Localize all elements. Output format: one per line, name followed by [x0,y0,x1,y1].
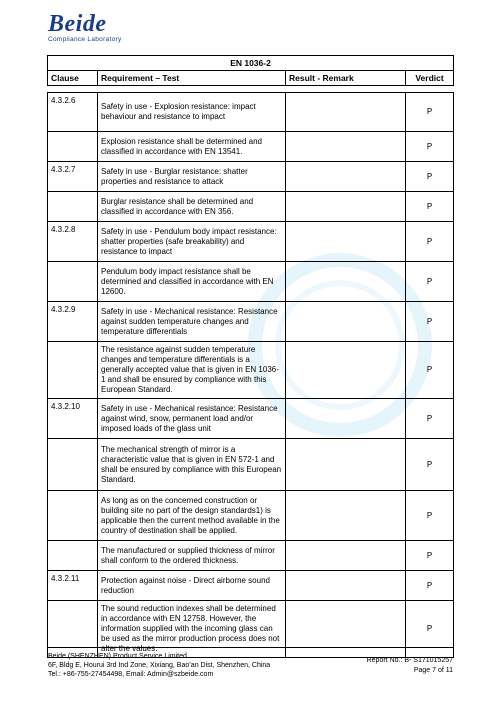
result-cell [286,222,406,262]
clause-cell: 4.3.2.9 [48,302,98,342]
standard-title: EN 1036-2 [48,56,454,71]
verdict-cell: P [406,439,454,491]
logo-wordmark: Beide [48,11,107,37]
requirement-cell: The mechanical strength of mirror is a characteristic value that is given in EN 572-1 and shall be ensured by compliance with this European Standard. [98,439,286,491]
footer-address: 6F, Bldg E, Hourui 3rd Ind Zone, Xixiang, Bao’an Dist, Shenzhen, China [48,662,271,669]
company-logo [48,12,122,43]
logo-subtitle: Compliance Laboratory [48,36,122,43]
requirement-cell: Explosion resistance shall be determined and classified in accordance with EN 13541. [98,132,286,162]
requirement-cell: The resistance against sudden temperature changes and temperature differentials is a generally accepted value that is given in EN 1036-1 and shall be ensured by compliance with this European Standard. [98,342,286,399]
clause-cell: 4.3.2.10 [48,399,98,439]
verdict-cell: P [406,222,454,262]
table-row [48,162,454,192]
verdict-cell: P [406,541,454,571]
table-row [48,192,454,222]
footer-contact: Tel.: +86-755-27454498, Email: Admin@szbeide.com [48,671,214,678]
result-cell [286,192,406,222]
requirement-cell: Safety in use - Mechanical resistance: Resistance against sudden temperature changes and temperature differentials [98,302,286,342]
result-cell [286,302,406,342]
clause-cell [48,491,98,541]
result-cell [286,93,406,132]
verdict-cell: P [406,601,454,658]
table-row [48,491,454,541]
result-cell [286,162,406,192]
requirement-cell: Pendulum body impact resistance shall be determined and classified in accordance with EN 12600. [98,262,286,302]
table-row [48,93,454,132]
page-number: Page 7 of 11 [413,666,453,674]
verdict-cell: P [406,262,454,302]
table-row [48,222,454,262]
result-cell [286,491,406,541]
result-cell [286,541,406,571]
clause-cell [48,601,98,658]
requirement-cell: The sound reduction indexes shall be determined in accordance with EN 12758. However, the information supplied with the incoming glass can be used as the mirror production process does not alter the values. [98,601,286,658]
verdict-cell: P [406,132,454,162]
clause-cell [48,192,98,222]
clause-cell [48,132,98,162]
result-cell [286,601,406,658]
result-cell [286,132,406,162]
requirement-cell: Protection against noise - Direct airborne sound reduction [98,571,286,601]
verdict-cell: P [406,491,454,541]
table-row [48,571,454,601]
clause-cell [48,262,98,302]
verdict-cell: P [406,162,454,192]
clause-cell [48,342,98,399]
clause-cell: 4.3.2.6 [48,93,98,132]
footer-divider [47,647,453,648]
result-cell [286,342,406,399]
verdict-cell: P [406,192,454,222]
verdict-cell: P [406,571,454,601]
footer-report-info [367,656,453,675]
table-row [48,541,454,571]
clause-cell: 4.3.2.7 [48,162,98,192]
requirements-table [47,92,454,658]
table-row [48,132,454,162]
result-cell [286,571,406,601]
result-cell [286,399,406,439]
report-header-table [47,55,454,86]
clause-cell: 4.3.2.11 [48,571,98,601]
requirement-cell: Safety in use - Burglar resistance: shatter properties and resistance to attack [98,162,286,192]
requirement-cell: Safety in use - Mechanical resistance: Resistance against wind, snow, permanent load and/or imposed loads of the glass unit [98,399,286,439]
requirement-cell: Burglar resistance shall be determined and classified in accordance with EN 356. [98,192,286,222]
column-header-clause: Clause [48,71,98,86]
clause-cell: 4.3.2.8 [48,222,98,262]
verdict-cell: P [406,399,454,439]
requirement-cell: As long as on the concerned construction or building site no part of the design standards1) is applicable then the current method available in the country of destination shall be applied. [98,491,286,541]
table-row [48,439,454,491]
result-cell [286,262,406,302]
table-row [48,601,454,658]
requirement-cell: Safety in use - Explosion resistance: impact behaviour and resistance to impact [98,93,286,132]
table-row [48,262,454,302]
requirement-cell: Safety in use - Pendulum body impact resistance: shatter properties (safe breakability) and resistance to impact [98,222,286,262]
clause-cell [48,541,98,571]
footer-company-name: Beide (SHENZHEN) Product Service Limited [48,653,187,660]
footer-company-info [48,652,270,679]
verdict-cell: P [406,302,454,342]
verdict-cell: P [406,93,454,132]
result-cell [286,439,406,491]
column-header-verdict: Verdict [406,71,454,86]
verdict-cell: P [406,342,454,399]
clause-cell [48,439,98,491]
report-number: Report No.: B- S171015257 [366,657,453,664]
column-header-requirement: Requirement – Test [98,71,286,86]
table-row [48,399,454,439]
table-row [48,342,454,399]
requirement-cell: The manufactured or supplied thickness of mirror shall conform to the ordered thickness. [98,541,286,571]
column-header-result: Result - Remark [286,71,406,86]
table-row [48,302,454,342]
